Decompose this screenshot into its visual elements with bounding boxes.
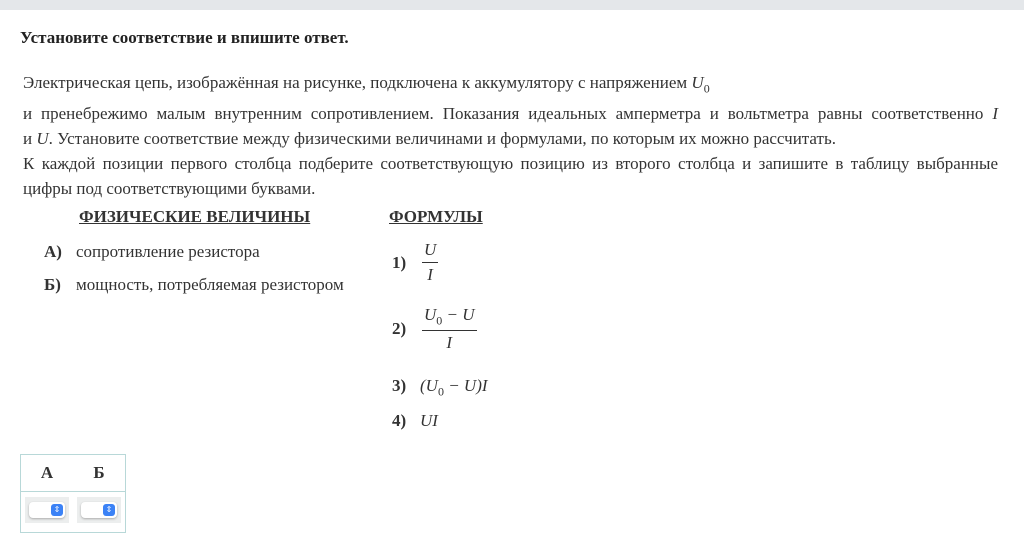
top-bar: [0, 0, 1024, 10]
item-a: А) сопротивление резистора: [44, 242, 260, 261]
u0-symbol: $U_0$: [691, 73, 710, 96]
formula-2: 2) $\frac{U_0 - U}{I}$: [392, 305, 475, 353]
answer-col-a: А: [21, 455, 74, 492]
answer-a-select[interactable]: [29, 502, 65, 518]
formula-4: 4) UI: [392, 411, 438, 430]
text: . Установите соответствие между физическими величинами и формулами, по которым их можно рассчитать.: [48, 129, 836, 149]
answer-col-b: Б: [73, 455, 126, 492]
i-symbol: I: [992, 104, 998, 124]
col1-header: ФИЗИЧЕСКИЕ ВЕЛИЧИНЫ: [79, 207, 311, 226]
chevron-updown-icon: ⇕: [103, 504, 115, 516]
col2-header: ФОРМУЛЫ: [389, 207, 483, 226]
text-line: Электрическая цепь, изображённая на рисунке, подключена к аккумулятору с напряжением: [23, 73, 692, 92]
answer-b-select[interactable]: [81, 502, 117, 518]
text-line: и пренебрежимо малым внутренним сопротивлением. Показания идеальных амперметра и вольтметра равны соответственно: [23, 104, 993, 124]
chevron-updown-icon: ⇕: [51, 504, 63, 516]
task-text: [23, 70, 998, 201]
item-b: Б) мощность, потребляемая резистором: [44, 275, 344, 294]
formula-3: 3) $(U_0 - U)I$: [392, 376, 488, 399]
task-title: Установите соответствие и впишите ответ.: [20, 28, 349, 47]
u-symbol: U: [36, 129, 49, 149]
instruction: К каждой позиции первого столбца подберите соответствующую позицию из второго столбца и запишите в таблицу выбранные цифры под соответствующими буквами.: [23, 154, 998, 199]
formula-1: 1) $\frac{U}{I}$: [392, 240, 437, 284]
text: и: [23, 129, 37, 149]
answer-table: [20, 454, 126, 533]
